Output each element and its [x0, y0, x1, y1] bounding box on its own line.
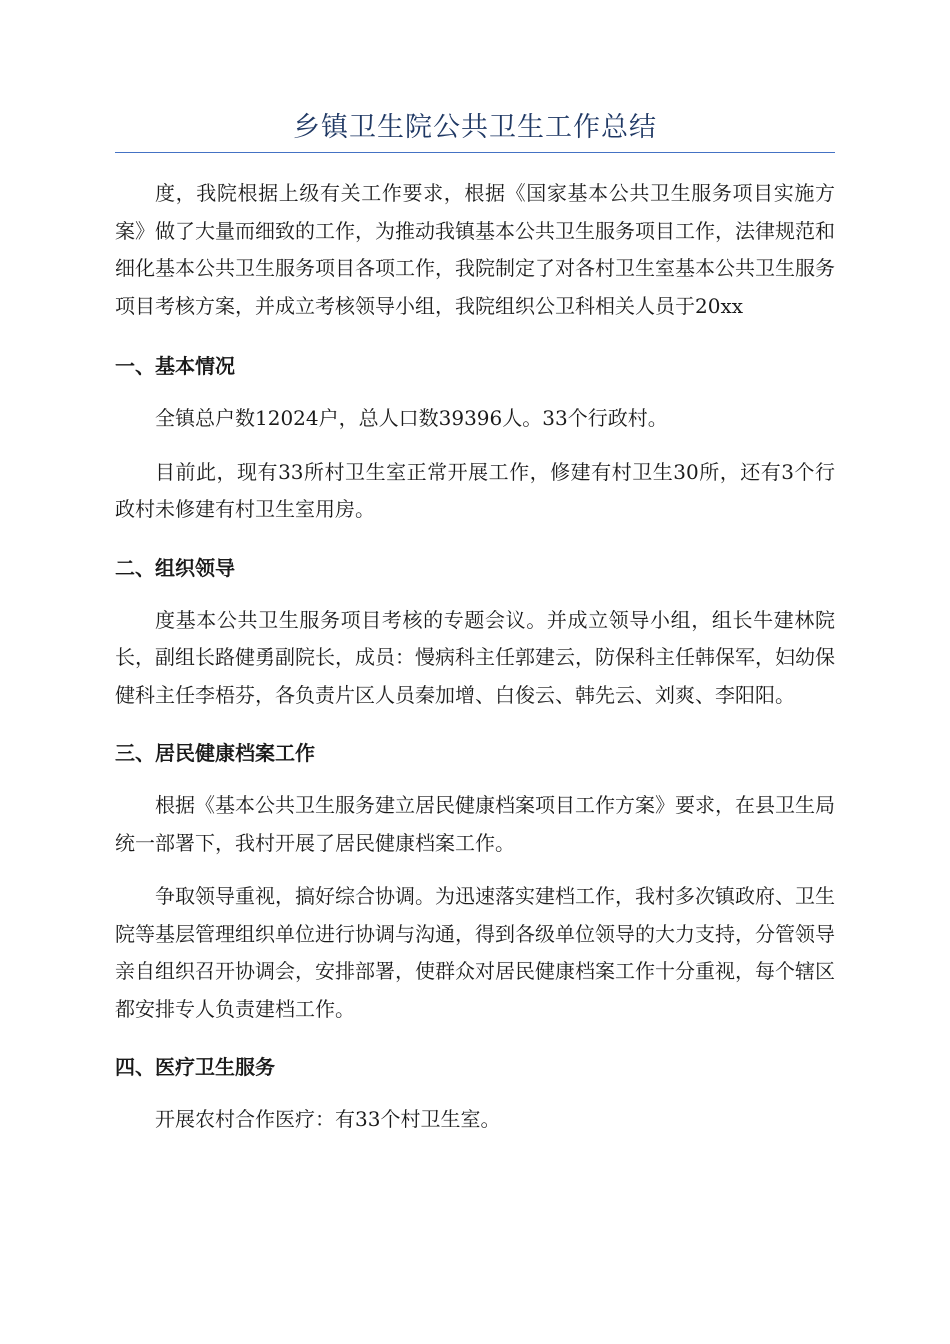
section-heading-medical-services: 四、医疗卫生服务 — [115, 1055, 275, 1079]
medical-services-paragraph-1: 开展农村合作医疗：有33个村卫生室。 — [155, 1107, 501, 1131]
health-records-paragraph-2: 争取领导重视，搞好综合协调。为迅速落实建档工作，我村多次镇政府、卫生院等基层管理组织单位进行协调与沟通，得到各级单位领导的大力支持，分管领导亲自组织召开协调会，安排部署，使群众对居民健康档案工作十分重视，每个辖区都安排专人负责建档工作。 — [115, 884, 835, 1021]
document-page — [115, 108, 835, 1139]
section-heading-organization: 二、组织领导 — [115, 555, 235, 580]
basic-info-paragraph-1: 全镇总户数12024户，总人口数39396人。33个行政村。 — [155, 406, 668, 430]
basic-info-paragraph-2: 目前此，现有33所村卫生室正常开展工作，修建有村卫生30所，还有3个行政村未修建有村卫生室用房。 — [115, 459, 835, 521]
health-records-paragraph-1: 根据《基本公共卫生服务建立居民健康档案项目工作方案》要求，在县卫生局统一部署下，我村开展了居民健康档案工作。 — [115, 793, 835, 855]
section-heading-basic-info: 一、基本情况 — [115, 354, 235, 378]
document-title: 乡镇卫生院公共卫生工作总结 — [115, 108, 835, 153]
intro-paragraph: 度，我院根据上级有关工作要求，根据《国家基本公共卫生服务项目实施方案》做了大量而细致的工作，为推动我镇基本公共卫生服务项目工作，法律规范和细化基本公共卫生服务项目各项工作，我院制定了对各村卫生室基本公共卫生服务项目考核方案，并成立考核领导小组，我院组织公卫科相关人员于20xx — [115, 181, 835, 318]
organization-paragraph-1: 度基本公共卫生服务项目考核的专题会议。并成立领导小组，组长牛建林院长，副组长路健勇副院长，成员：慢病科主任郭建云，防保科主任韩保军，妇幼保健科主任李梧芬，各负责片区人员秦加增、白俊云、韩先云、刘爽、李阳阳。 — [115, 607, 835, 707]
section-heading-health-records: 三、居民健康档案工作 — [115, 741, 315, 765]
